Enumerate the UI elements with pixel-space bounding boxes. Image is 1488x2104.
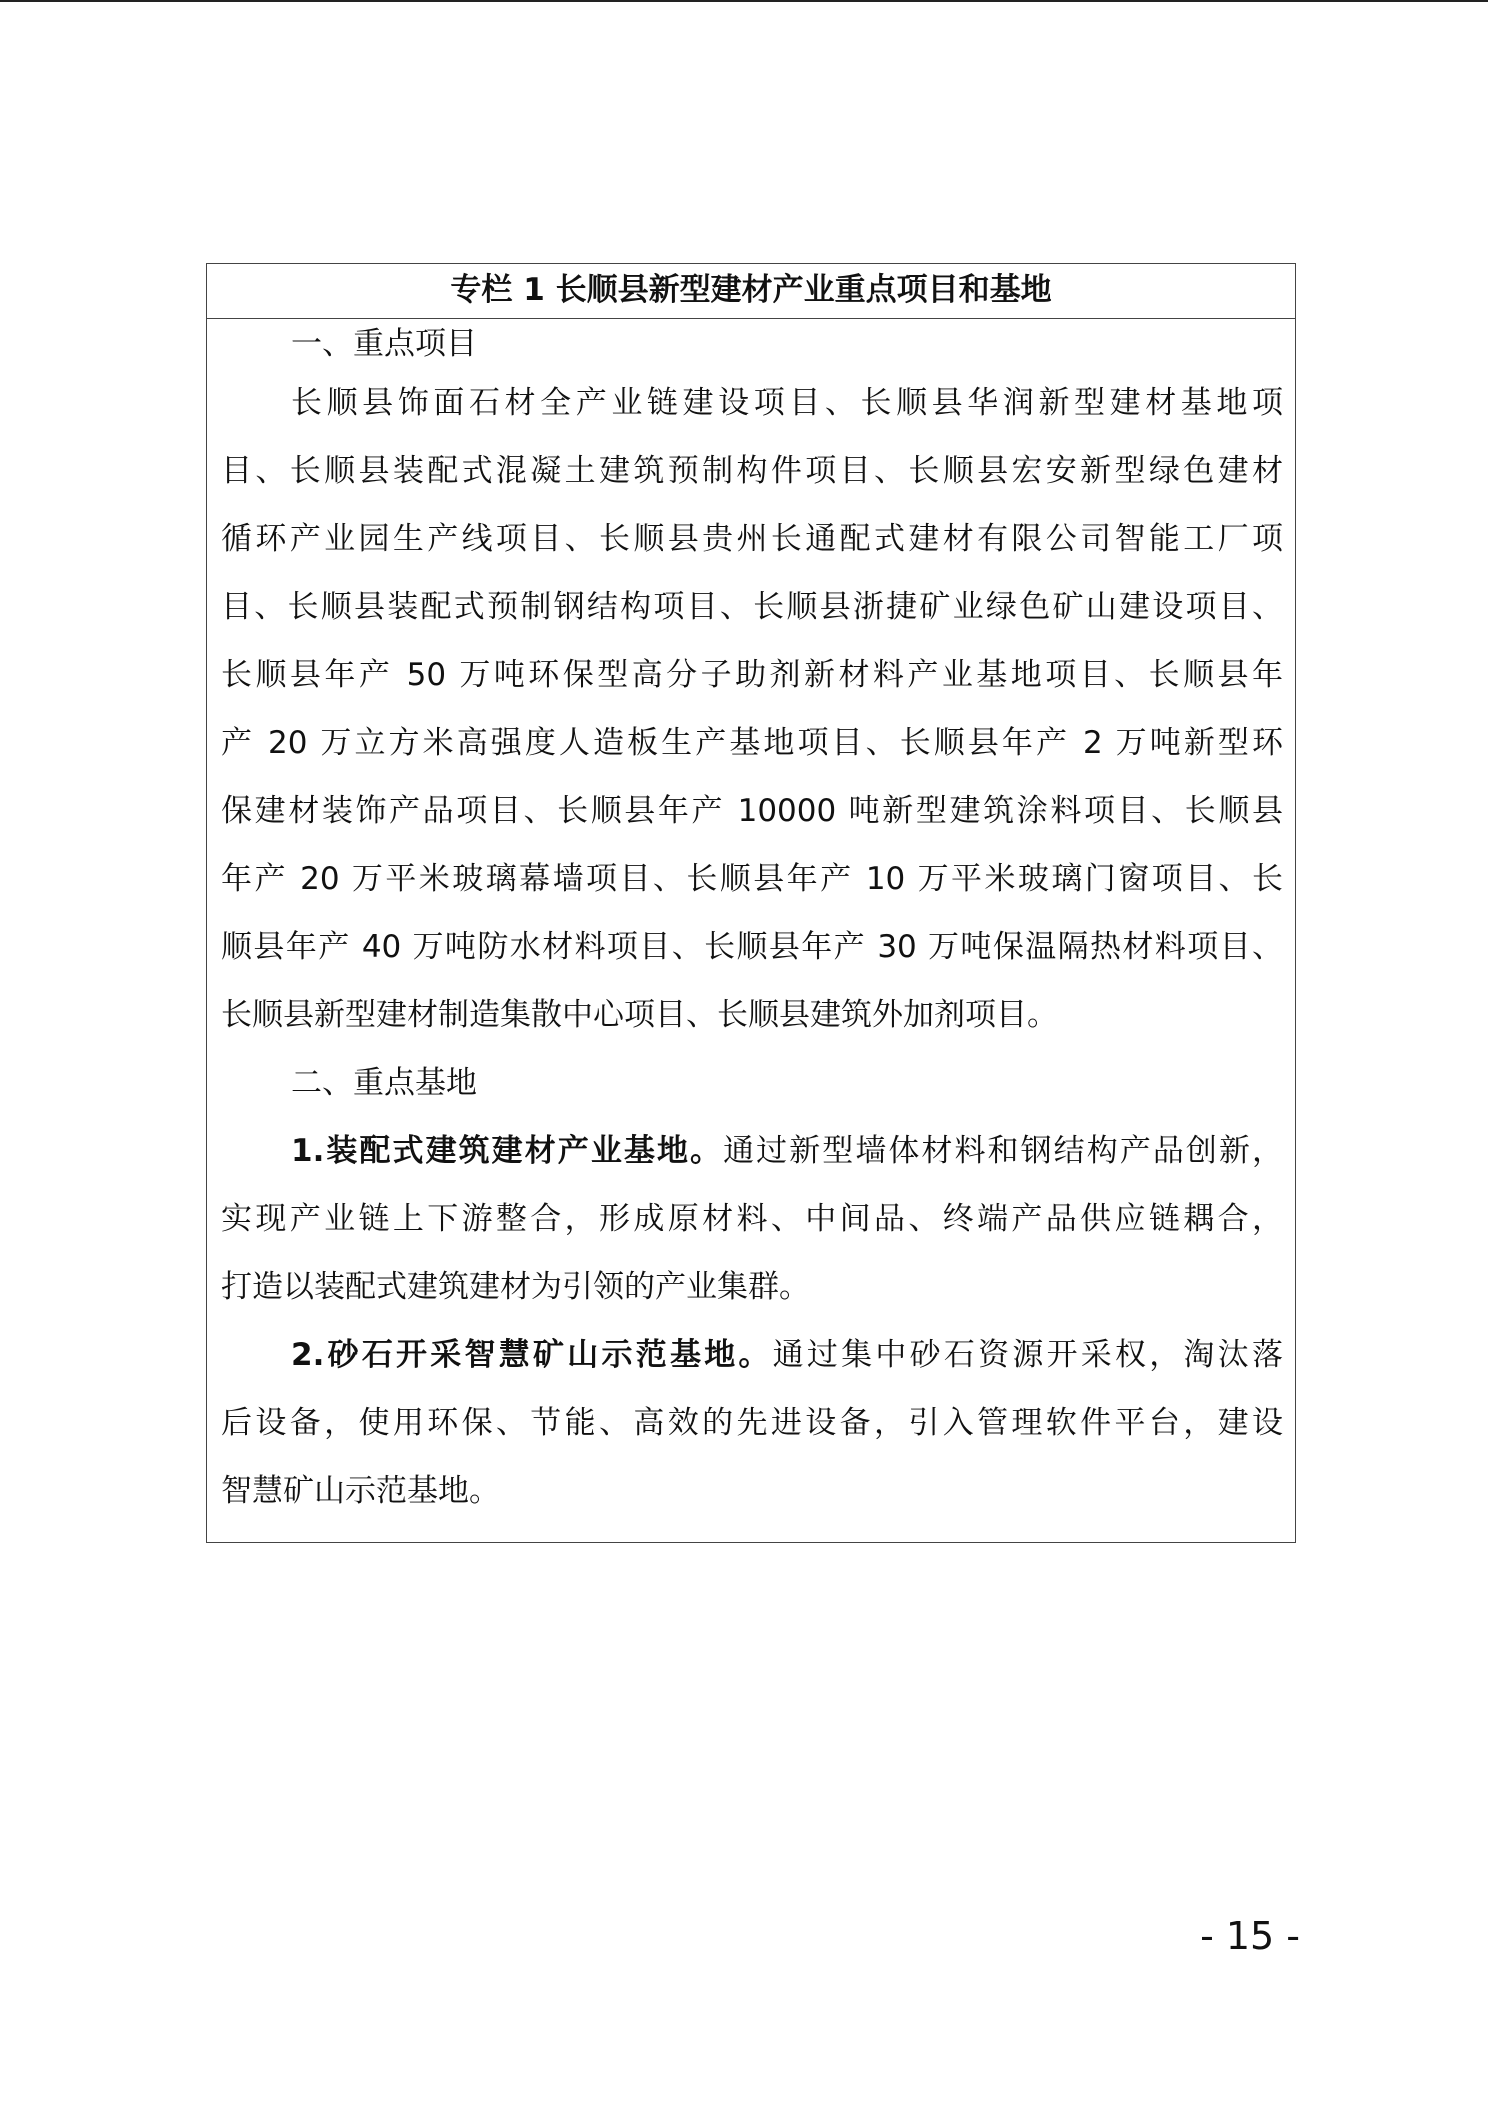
base-item-title: 2.砂石开采智慧矿山示范基地。 <box>291 1337 773 1373</box>
base-item-title: 1.装配式建筑建材产业基地。 <box>291 1133 724 1169</box>
section-heading-key-bases: 二、重点基地 <box>291 1065 477 1101</box>
base-item-text: 通过新型墙体材料和钢结构产品创新， <box>723 1133 1283 1169</box>
base-item-text: 通过集中砂石资源开采权，淘汰落 <box>772 1337 1283 1373</box>
section-heading-key-projects: 一、重点项目 <box>291 326 477 362</box>
paragraph-line: 实现产业链上下游整合，形成原材料、中间品、终端产品供应链耦合， <box>221 1201 1283 1237</box>
paragraph-line: 保建材装饰产品项目、长顺县年产 10000 吨新型建筑涂料项目、长顺县 <box>221 793 1283 829</box>
paragraph-line: 目、长顺县装配式预制钢结构项目、长顺县浙捷矿业绿色矿山建设项目、 <box>221 589 1283 625</box>
paragraph-line: 顺县年产 40 万吨防水材料项目、长顺县年产 30 万吨保温隔热材料项目、 <box>221 929 1283 965</box>
box-title: 专栏 1 长顺县新型建材产业重点项目和基地 <box>207 264 1295 319</box>
paragraph-line <box>221 1117 1283 1185</box>
paragraph-line: 长顺县年产 50 万吨环保型高分子助剂新材料产业基地项目、长顺县年 <box>221 657 1283 693</box>
base-item-2 <box>221 1321 1283 1525</box>
paragraph-line: 产 20 万立方米高强度人造板生产基地项目、长顺县年产 2 万吨新型环 <box>221 725 1283 761</box>
page-number: - 15 - <box>1200 1914 1300 1958</box>
paragraph-line: 打造以装配式建筑建材为引领的产业集群。 <box>221 1269 810 1305</box>
paragraph-line <box>221 1321 1283 1389</box>
page-top-border <box>0 0 1488 2</box>
paragraph-line: 长顺县饰面石材全产业链建设项目、长顺县华润新型建材基地项 <box>291 385 1283 421</box>
paragraph-line: 循环产业园生产线项目、长顺县贵州长通配式建材有限公司智能工厂项 <box>221 521 1283 557</box>
paragraph-line: 长顺县新型建材制造集散中心项目、长顺县建筑外加剂项目。 <box>221 997 1058 1033</box>
special-column-box <box>206 263 1296 1543</box>
paragraph-line: 智慧矿山示范基地。 <box>221 1473 500 1509</box>
base-item-1 <box>221 1117 1283 1321</box>
paragraph-line: 后设备，使用环保、节能、高效的先进设备，引入管理软件平台，建设 <box>221 1405 1283 1441</box>
paragraph-line: 目、长顺县装配式混凝土建筑预制构件项目、长顺县宏安新型绿色建材 <box>221 453 1283 489</box>
paragraph-line: 年产 20 万平米玻璃幕墙项目、长顺县年产 10 万平米玻璃门窗项目、长 <box>221 861 1283 897</box>
key-projects-paragraph <box>221 369 1283 1049</box>
box-body <box>207 319 1295 1525</box>
